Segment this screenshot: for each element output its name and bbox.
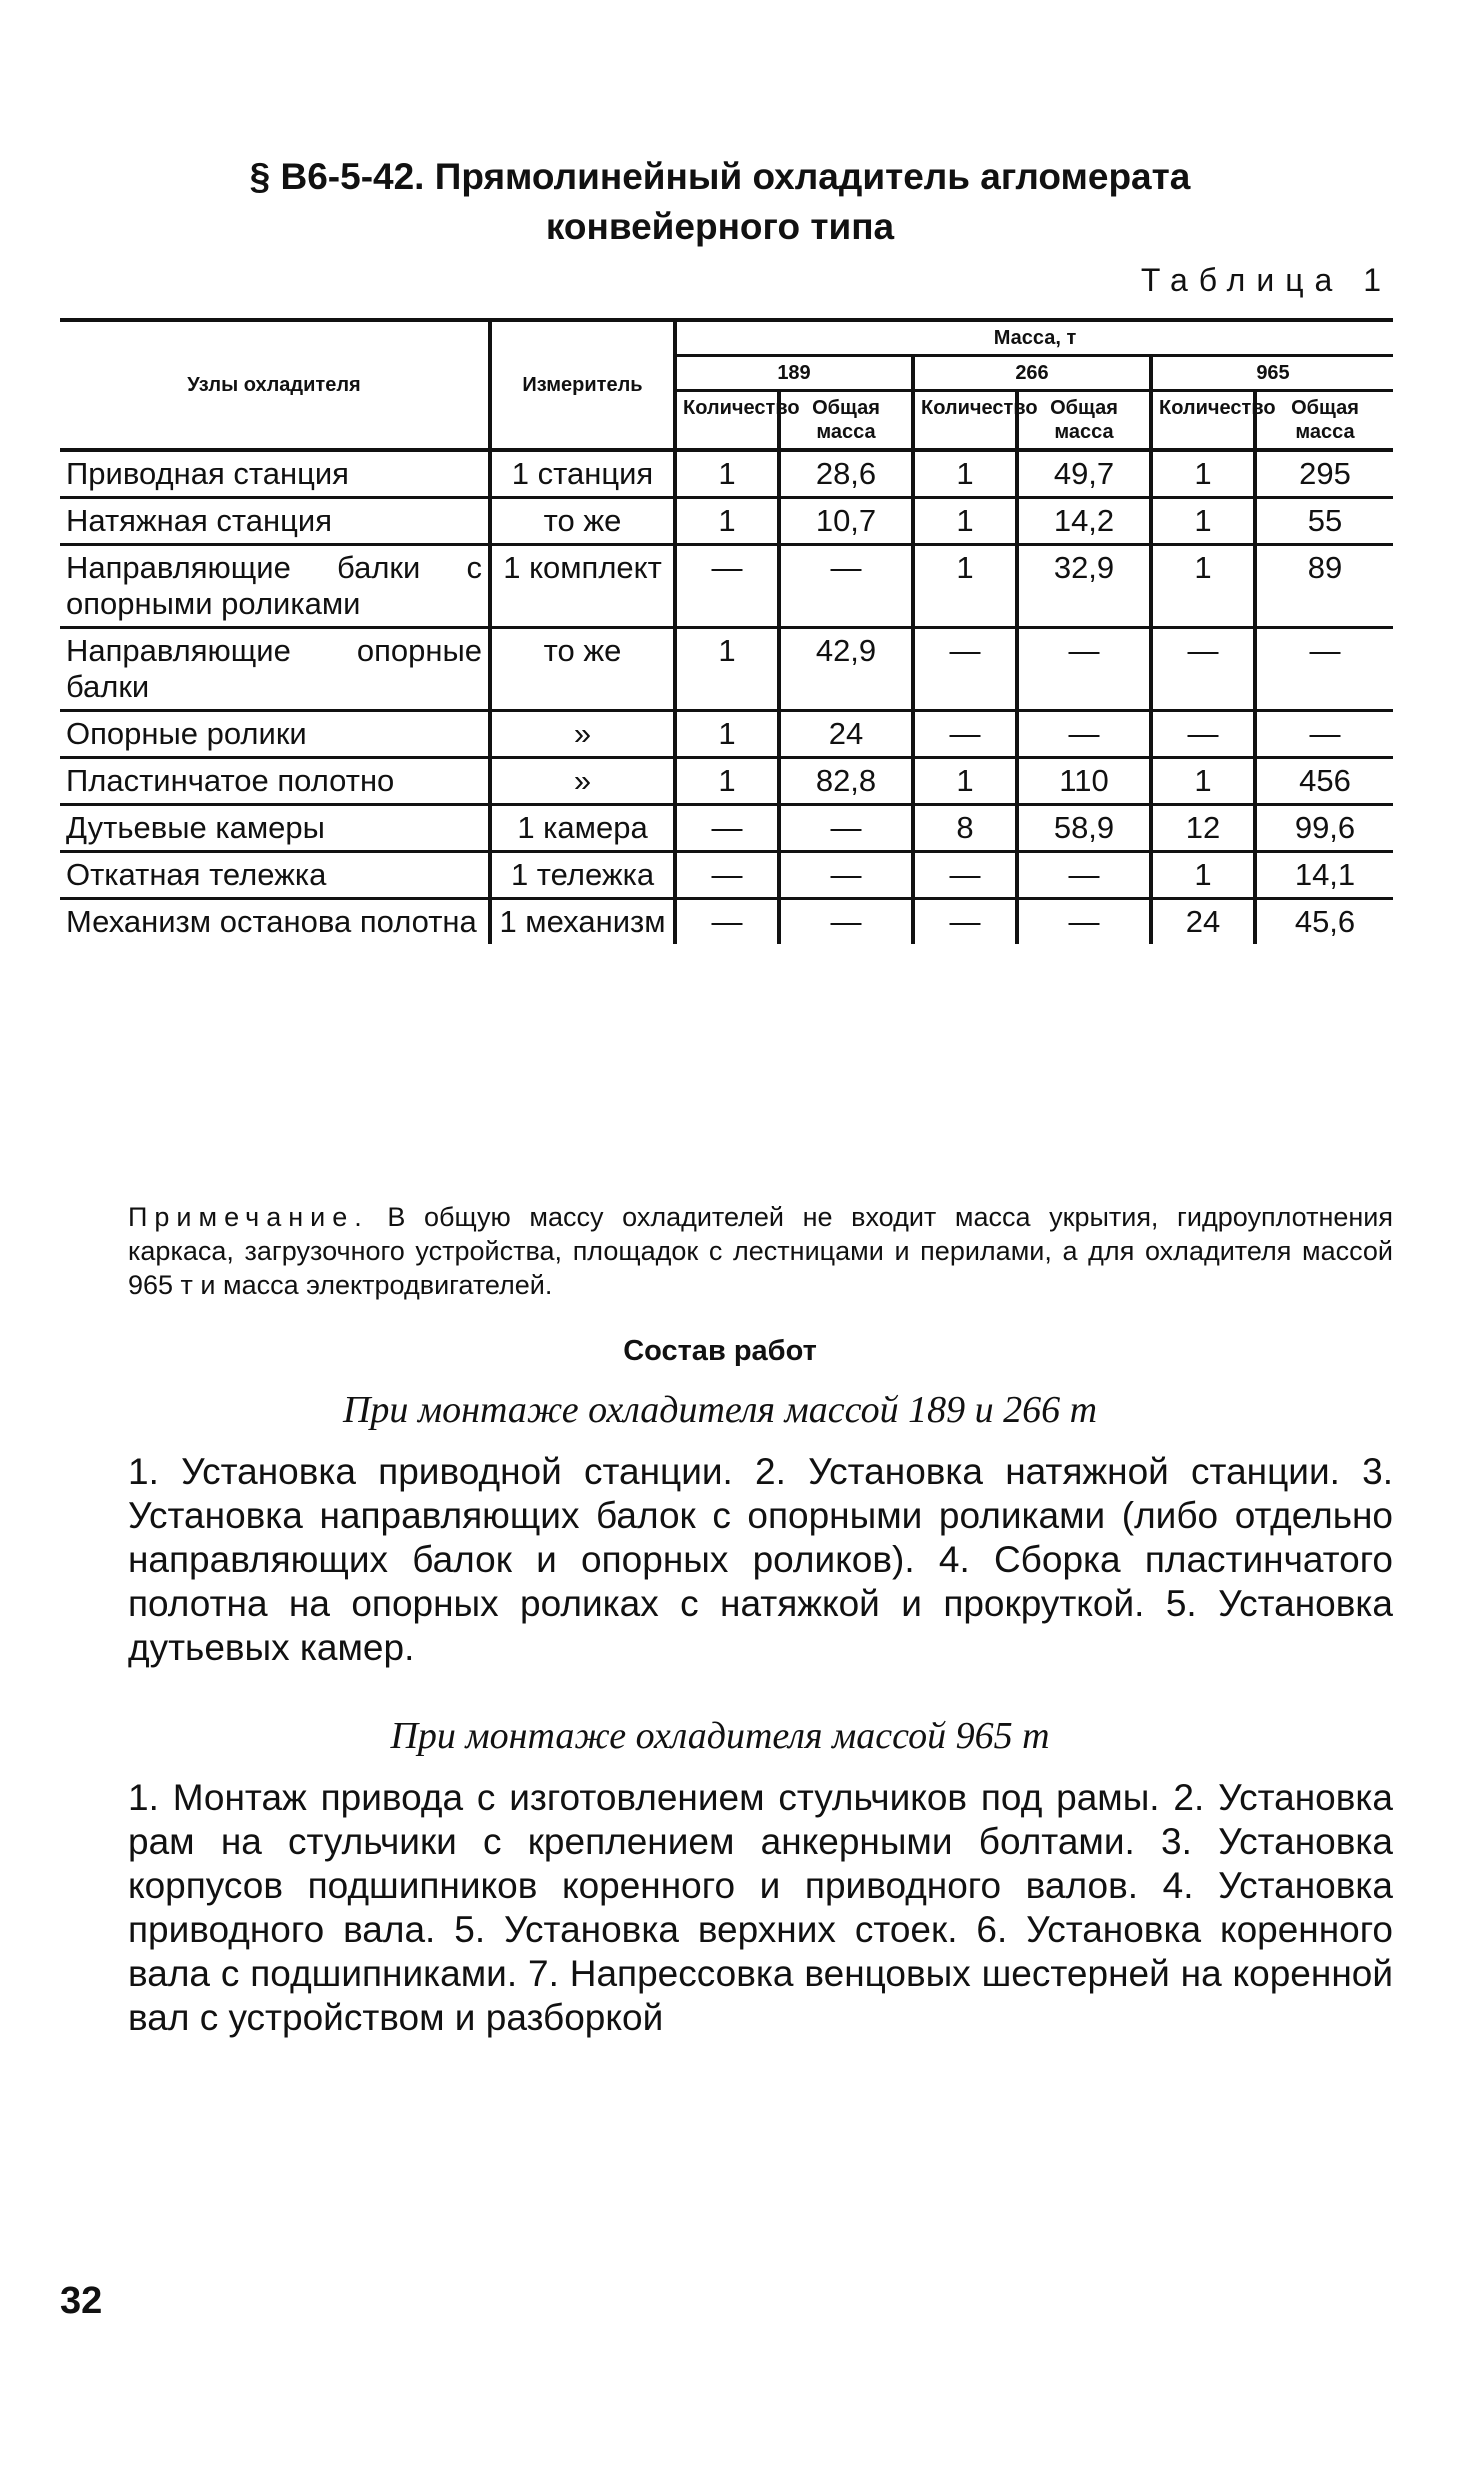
- subheader-qty: Количество: [913, 391, 1017, 451]
- cell-value: 1: [675, 711, 779, 758]
- cell-value: —: [675, 545, 779, 628]
- cell-value: 1: [1151, 498, 1255, 545]
- cell-value: 1: [1151, 450, 1255, 498]
- cell-value: 89: [1255, 545, 1393, 628]
- mass-header-189: 189: [675, 356, 913, 391]
- subheader-qty: Количество: [1151, 391, 1255, 451]
- cell-value: 1: [1151, 545, 1255, 628]
- row-name: Опорные ролики: [60, 711, 490, 758]
- cell-value: 45,6: [1255, 899, 1393, 945]
- cell-value: —: [913, 899, 1017, 945]
- cell-value: 14,1: [1255, 852, 1393, 899]
- row-unit: то же: [490, 628, 675, 711]
- row-unit: то же: [490, 498, 675, 545]
- row-unit: 1 тележка: [490, 852, 675, 899]
- row-name: Дутьевые камеры: [60, 805, 490, 852]
- cell-value: 24: [1151, 899, 1255, 945]
- table-row: [60, 498, 1393, 545]
- section-title-line1: § В6-5-42. Прямолинейный охладитель агломерата: [249, 156, 1191, 197]
- cell-value: —: [779, 899, 913, 945]
- cell-value: —: [913, 852, 1017, 899]
- cell-value: 49,7: [1017, 450, 1151, 498]
- col-header-mass: Масса, т: [675, 320, 1393, 356]
- cell-value: —: [675, 899, 779, 945]
- subsection-title-189-266: При монтаже охладителя массой 189 и 266 т: [342, 1389, 1098, 1431]
- cell-value: —: [779, 805, 913, 852]
- cell-value: —: [913, 628, 1017, 711]
- row-unit: »: [490, 758, 675, 805]
- cell-value: 10,7: [779, 498, 913, 545]
- cell-value: 14,2: [1017, 498, 1151, 545]
- cell-value: 295: [1255, 450, 1393, 498]
- cell-value: 55: [1255, 498, 1393, 545]
- cell-value: 1: [1151, 758, 1255, 805]
- cell-value: —: [675, 805, 779, 852]
- cell-value: 82,8: [779, 758, 913, 805]
- table-note: [128, 1200, 1393, 1302]
- cell-value: 32,9: [1017, 545, 1151, 628]
- cell-value: 456: [1255, 758, 1393, 805]
- col-header-unit: Измеритель: [490, 320, 675, 450]
- cell-value: —: [779, 852, 913, 899]
- cooler-mass-table: [60, 318, 1393, 944]
- cell-value: —: [1017, 852, 1151, 899]
- cell-value: —: [1151, 628, 1255, 711]
- row-name: Направляющие балки с опорными роликами: [60, 545, 490, 628]
- work-paragraph-189-266: 1. Установка приводной станции. 2. Установка натяжной станции. 3. Установка направляющих балок с опорными роликами (либо отдельно направляющих балок и опорных роликов). 4. Сборка пластинчатого полотна на опорных роликах с натяжкой и прокруткой. 5. Установка дутьевых камер.: [128, 1451, 1393, 1668]
- cell-value: 42,9: [779, 628, 913, 711]
- cell-value: —: [1151, 711, 1255, 758]
- row-name: Пластинчатое полотно: [60, 758, 490, 805]
- subheader-total: Общая масса: [1017, 391, 1151, 451]
- cell-value: —: [1017, 899, 1151, 945]
- work-composition-title: Состав работ: [623, 1335, 817, 1367]
- note-lead: Примечание.: [128, 1202, 369, 1232]
- table-row: [60, 711, 1393, 758]
- row-name: Направляющие опорные балки: [60, 628, 490, 711]
- page-number: 32: [60, 2280, 103, 2322]
- cell-value: 1: [675, 450, 779, 498]
- work-paragraph-965: 1. Монтаж привода с изготовлением стульчиков под рамы. 2. Установка рам на стульчики с креплением анкерными болтами. 3. Установка корпусов подшипников коренного и приводного валов. 4. Установка приводного вала. 5. Установка верхних стоек. 6. Установка коренного вала с подшипниками. 7. Напрессовка венцовых шестерней на коренной вал с устройством и разборкой: [128, 1777, 1393, 2038]
- cell-value: —: [779, 545, 913, 628]
- cell-value: 8: [913, 805, 1017, 852]
- col-header-name: Узлы охладителя: [60, 320, 490, 450]
- row-name: Механизм останова полотна: [60, 899, 490, 945]
- cell-value: 24: [779, 711, 913, 758]
- subsection-title-965: При монтаже охладителя массой 965 т: [390, 1715, 1050, 1757]
- cell-value: 1: [675, 628, 779, 711]
- row-name: Приводная станция: [60, 450, 490, 498]
- cell-value: 1: [675, 498, 779, 545]
- cell-value: —: [1017, 711, 1151, 758]
- subheader-total: Общая масса: [1255, 391, 1393, 451]
- subheader-qty: Количество: [675, 391, 779, 451]
- cell-value: 110: [1017, 758, 1151, 805]
- cell-value: —: [1255, 628, 1393, 711]
- cell-value: —: [1017, 628, 1151, 711]
- mass-header-266: 266: [913, 356, 1151, 391]
- cell-value: 1: [913, 758, 1017, 805]
- row-name: Откатная тележка: [60, 852, 490, 899]
- row-unit: 1 механизм: [490, 899, 675, 945]
- cell-value: 1: [913, 498, 1017, 545]
- cell-value: —: [1255, 711, 1393, 758]
- cell-value: 1: [675, 758, 779, 805]
- cell-value: 1: [913, 450, 1017, 498]
- subheader-total: Общая масса: [779, 391, 913, 451]
- cell-value: 28,6: [779, 450, 913, 498]
- row-unit: »: [490, 711, 675, 758]
- row-unit: 1 комплект: [490, 545, 675, 628]
- note-text: В общую массу охладителей не входит масса укрытия, гидроуплотнения каркаса, загрузочного устройства, площадок с лестницами и перилами, а для охладителя массой 965 т и масса электродвигателей.: [128, 1202, 1393, 1300]
- cell-value: 1: [913, 545, 1017, 628]
- table-label: Таблица 1: [1140, 262, 1392, 298]
- cell-value: 58,9: [1017, 805, 1151, 852]
- section-title-line2: конвейерного типа: [545, 206, 895, 247]
- cell-value: 1: [1151, 852, 1255, 899]
- row-unit: 1 камера: [490, 805, 675, 852]
- cell-value: 99,6: [1255, 805, 1393, 852]
- table-row: [60, 758, 1393, 805]
- table-row: [60, 852, 1393, 899]
- row-unit: 1 станция: [490, 450, 675, 498]
- cell-value: —: [675, 852, 779, 899]
- cell-value: 12: [1151, 805, 1255, 852]
- table-row: [60, 805, 1393, 852]
- row-name: Натяжная станция: [60, 498, 490, 545]
- table-row: [60, 545, 1393, 628]
- cell-value: —: [913, 711, 1017, 758]
- table-row: [60, 899, 1393, 945]
- mass-header-965: 965: [1151, 356, 1393, 391]
- table-row: [60, 450, 1393, 498]
- table-row: [60, 628, 1393, 711]
